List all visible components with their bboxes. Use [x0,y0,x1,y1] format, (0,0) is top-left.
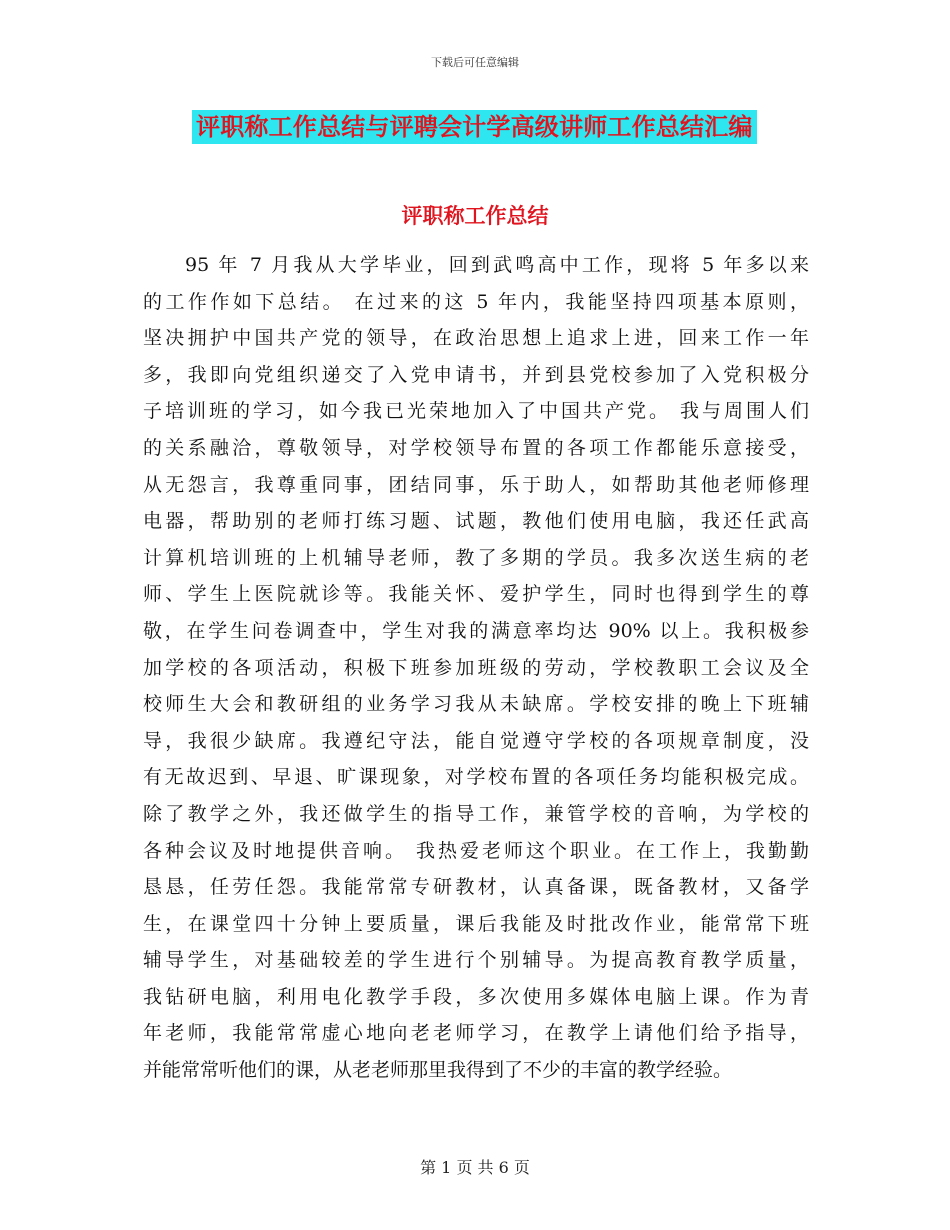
paragraph-line: 辅导学生，对基础较差的学生进行个别辅导。为提高教育教学质量， [143,949,809,972]
paragraph-line: 电器，帮助别的老师打练习题、试题，教他们使用电脑，我还任武高 [143,510,809,533]
paragraph-line: 计算机培训班的上机辅导老师，教了多期的学员。我多次送生病的老 [143,546,809,569]
paragraph-line: 生，在课堂四十分钟上要质量，课后我能及时批改作业，能常常下班 [143,912,809,935]
paragraph-line: 从无怨言，我尊重同事，团结同事，乐于助人，如帮助其他老师修理 [143,473,809,496]
paragraph-line: 各种会议及时地提供音响。 我热爱老师这个职业。在工作上，我勤勤 [143,839,809,862]
paragraph-line: 加学校的各项活动，积极下班参加班级的劳动，学校教职工会议及全 [143,656,809,679]
paragraph-line: 年老师，我能常常虚心地向老老师学习，在教学上请他们给予指导， [143,1022,809,1045]
paragraph-line: 的关系融洽，尊敬领导，对学校领导布置的各项工作都能乐意接受， [143,436,809,459]
paragraph-line: 多，我即向党组织递交了入党申请书，并到县党校参加了入党积极分 [143,363,809,386]
paragraph-line: 校师生大会和教研组的业务学习我从未缺席。学校安排的晚上下班辅 [143,693,809,716]
body-paragraph [143,247,809,1089]
paragraph-line: 师、学生上医院就诊等。我能关怀、爱护学生，同时也得到学生的尊 [143,583,809,606]
paragraph-line: 子培训班的学习，如今我已光荣地加入了中国共产党。 我与周围人们 [143,400,809,423]
paragraph-line: 恳恳，任劳任怨。我能常常专研教材，认真备课，既备教材，又备学 [143,876,809,899]
header-note: 下载后可任意编辑 [431,56,519,69]
paragraph-line: 的工作作如下总结。 在过来的这 5 年内，我能坚持四项基本原则， [143,290,809,313]
paragraph-line: 并能常常听他们的课，从老老师那里我得到了不少的丰富的教学经验。 [143,1059,733,1082]
document-title: 评职称工作总结与评聘会计学高级讲师工作总结汇编 [192,110,757,144]
paragraph-line: 导，我很少缺席。我遵纪守法，能自觉遵守学校的各项规章制度，没 [143,729,809,752]
paragraph-line: 除了教学之外，我还做学生的指导工作，兼管学校的音响，为学校的 [143,802,809,825]
paragraph-line: 坚决拥护中国共产党的领导，在政治思想上追求上进，回来工作一年 [143,327,809,350]
paragraph-line: 敬，在学生问卷调查中，学生对我的满意率均达 90% 以上。我积极参 [143,619,809,642]
paragraph-line: 有无故迟到、早退、旷课现象，对学校布置的各项任务均能积极完成。 [143,766,809,789]
page-footer: 第 1 页 共 6 页 [420,1158,530,1177]
paragraph-line: 我钻研电脑，利用电化教学手段，多次使用多媒体电脑上课。作为青 [143,985,809,1008]
section-title: 评职称工作总结 [401,204,549,228]
paragraph-line: 95 年 7 月我从大学毕业，回到武鸣高中工作，现将 5 年多以来 [185,254,809,276]
